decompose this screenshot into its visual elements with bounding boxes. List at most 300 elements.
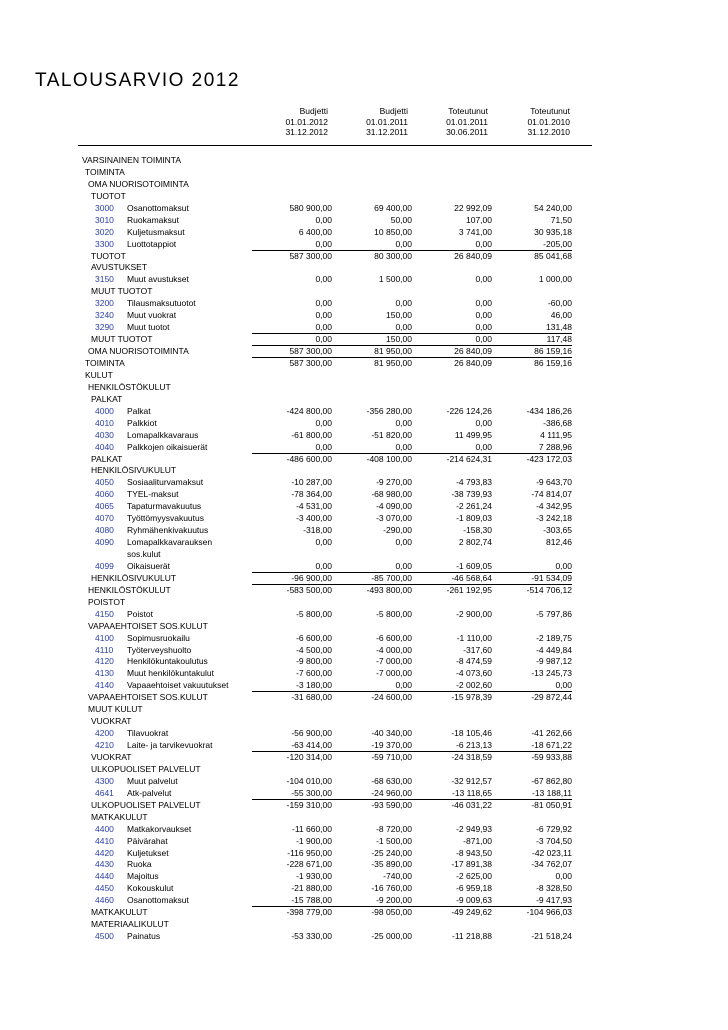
- amount-cell: 7 288,96: [538, 442, 572, 452]
- amount-cell: -59 933,88: [531, 752, 572, 762]
- amount-cell: -3 242,18: [536, 513, 572, 523]
- account-name: sos.kulut: [127, 549, 161, 559]
- column-header-line: Budjetti: [299, 106, 328, 116]
- account-name: Muut palvelut: [127, 776, 178, 786]
- amount-cell: -24 318,59: [451, 752, 492, 762]
- section-header-row: [0, 811, 728, 823]
- amount-cell: 0,00: [395, 561, 412, 571]
- column-header-line: 31.12.2012: [285, 127, 328, 137]
- section-label: VUOKRAT: [91, 716, 132, 726]
- account-name: TYEL-maksut: [127, 489, 179, 499]
- amount-cell: -15 978,39: [451, 692, 492, 702]
- account-name: Sopimusruokailu: [127, 633, 190, 643]
- account-code: 4040: [95, 442, 114, 452]
- section-label: VARSINAINEN TOIMINTA: [82, 155, 182, 165]
- amount-cell: -38 739,93: [451, 489, 492, 499]
- amount-cell: 131,48: [546, 322, 572, 332]
- column-header-line: 30.06.2011: [446, 127, 488, 137]
- amount-cell: -74 814,07: [531, 489, 572, 499]
- column-header-actual-2010: [500, 106, 570, 138]
- amount-cell: 26 840,09: [454, 358, 492, 368]
- amount-cell: 0,00: [395, 298, 412, 308]
- account-code: 4210: [95, 740, 114, 750]
- subtotal-label: MATKAKULUT: [91, 907, 148, 917]
- amount-cell: 0,00: [475, 274, 492, 284]
- account-row: [0, 930, 728, 942]
- section-header-row: [0, 596, 728, 608]
- section-label: TUOTOT: [91, 191, 126, 201]
- section-label: MATERIAALIKULUT: [91, 919, 169, 929]
- amount-cell: 10 850,00: [374, 227, 412, 237]
- account-code: 4080: [95, 525, 114, 535]
- amount-cell: -81 050,91: [531, 800, 572, 810]
- account-row: [0, 894, 728, 906]
- amount-cell: -13 245,73: [531, 668, 572, 678]
- amount-cell: 150,00: [386, 310, 412, 320]
- amount-cell: 0,00: [395, 442, 412, 452]
- amount-cell: 0,00: [315, 418, 332, 428]
- section-header-row: [0, 918, 728, 930]
- account-row: [0, 297, 728, 309]
- account-code: 4300: [95, 776, 114, 786]
- amount-cell: -871,00: [463, 836, 492, 846]
- amount-cell: -740,00: [383, 871, 412, 881]
- amount-cell: 3 741,00: [458, 227, 492, 237]
- amount-cell: -19 370,00: [371, 740, 412, 750]
- amount-cell: -18 105,46: [451, 728, 492, 738]
- subtotal-row: [0, 333, 728, 345]
- amount-cell: -9 417,93: [536, 895, 572, 905]
- amount-cell: -2 189,75: [536, 633, 572, 643]
- amount-cell: -424 800,00: [286, 406, 332, 416]
- account-row: [0, 214, 728, 226]
- amount-cell: -96 900,00: [291, 573, 332, 583]
- amount-cell: 54 240,00: [534, 203, 572, 213]
- account-row: [0, 632, 728, 644]
- amount-cell: -32 912,57: [451, 776, 492, 786]
- account-name: Painatus: [127, 931, 161, 941]
- amount-cell: -34 762,07: [531, 859, 572, 869]
- account-name: Kuljetukset: [127, 848, 169, 858]
- amount-cell: -3 400,00: [296, 513, 332, 523]
- amount-cell: -40 340,00: [371, 728, 412, 738]
- subtotal-row: [0, 357, 728, 369]
- amount-cell: 85 041,68: [534, 251, 572, 261]
- section-header-row: [0, 393, 728, 405]
- amount-cell: 0,00: [315, 334, 332, 344]
- account-code: 4120: [95, 656, 114, 666]
- account-code: 3010: [95, 215, 114, 225]
- account-row: [0, 536, 728, 548]
- account-name: Kuljetusmaksut: [127, 227, 185, 237]
- section-header-row: [0, 154, 728, 166]
- amount-cell: 1 000,00: [538, 274, 572, 284]
- amount-cell: -5 797,86: [536, 609, 572, 619]
- account-code: 4140: [95, 680, 114, 690]
- amount-cell: -290,00: [383, 525, 412, 535]
- account-name: Lomapalkkavaraus: [127, 430, 199, 440]
- continuation-row: [0, 548, 728, 560]
- account-code: 4060: [95, 489, 114, 499]
- section-label: MUUT KULUT: [88, 704, 143, 714]
- account-row: [0, 512, 728, 524]
- amount-cell: -398 779,00: [286, 907, 332, 917]
- subtotal-label: OMA NUORISOTOIMINTA: [88, 346, 189, 356]
- account-row: [0, 608, 728, 620]
- account-row: [0, 739, 728, 751]
- amount-cell: 22 992,09: [454, 203, 492, 213]
- amount-cell: -318,00: [303, 525, 332, 535]
- section-label: PALKAT: [91, 394, 123, 404]
- section-header-row: [0, 369, 728, 381]
- account-row: [0, 858, 728, 870]
- amount-cell: -15 788,00: [291, 895, 332, 905]
- amount-cell: 0,00: [475, 298, 492, 308]
- subtotal-row: [0, 751, 728, 763]
- account-name: Tapaturmavakuutus: [127, 501, 202, 511]
- amount-cell: -158,30: [463, 525, 492, 535]
- account-code: 4010: [95, 418, 114, 428]
- account-code: 4460: [95, 895, 114, 905]
- amount-cell: -63 414,00: [291, 740, 332, 750]
- amount-cell: -104 010,00: [286, 776, 332, 786]
- account-name: Työttömyysvakuutus: [127, 513, 205, 523]
- section-header-row: [0, 261, 728, 273]
- section-header-row: [0, 178, 728, 190]
- amount-cell: 0,00: [475, 334, 492, 344]
- account-name: Ryhmähenkivakuutus: [127, 525, 209, 535]
- section-label: MATKAKULUT: [91, 812, 148, 822]
- section-label: AVUSTUKSET: [91, 262, 148, 272]
- amount-cell: -4 342,95: [536, 501, 572, 511]
- amount-cell: -8 474,59: [456, 656, 492, 666]
- account-row: [0, 655, 728, 667]
- section-header-row: [0, 620, 728, 632]
- account-name: Muut tuotot: [127, 322, 170, 332]
- amount-cell: 46,00: [550, 310, 572, 320]
- amount-cell: -42 023,11: [531, 848, 572, 858]
- amount-cell: 0,00: [395, 680, 412, 690]
- amount-cell: -13 188,11: [531, 788, 572, 798]
- amount-cell: -4 090,00: [376, 501, 412, 511]
- column-header-line: 01.01.2012: [285, 116, 328, 127]
- amount-cell: -8 943,50: [456, 848, 492, 858]
- account-name: Tilausmaksutuotot: [127, 298, 196, 308]
- amount-cell: -6 959,18: [456, 883, 492, 893]
- amount-cell: 0,00: [475, 418, 492, 428]
- section-header-row: [0, 763, 728, 775]
- account-name: Sosiaaliturvamaksut: [127, 477, 204, 487]
- section-header-row: [0, 464, 728, 476]
- amount-cell: 0,00: [315, 322, 332, 332]
- amount-cell: -2 949,93: [456, 824, 492, 834]
- amount-cell: -3 704,50: [536, 836, 572, 846]
- amount-cell: -3 180,00: [296, 680, 332, 690]
- amount-cell: -46 568,64: [451, 573, 492, 583]
- section-header-row: [0, 381, 728, 393]
- amount-cell: 107,00: [466, 215, 492, 225]
- account-name: Oikaisuerät: [127, 561, 170, 571]
- amount-cell: 0,00: [315, 274, 332, 284]
- account-row: [0, 417, 728, 429]
- amount-cell: 0,00: [475, 239, 492, 249]
- amount-cell: 6 400,00: [298, 227, 332, 237]
- account-code: 3000: [95, 203, 114, 213]
- amount-cell: -4 531,00: [296, 501, 332, 511]
- account-code: 4500: [95, 931, 114, 941]
- amount-cell: -5 800,00: [376, 609, 412, 619]
- account-code: 4090: [95, 537, 114, 547]
- amount-cell: -67 862,80: [531, 776, 572, 786]
- amount-cell: 0,00: [475, 322, 492, 332]
- amount-cell: -31 680,00: [291, 692, 332, 702]
- account-name: Poistot: [127, 609, 153, 619]
- amount-cell: -98 050,00: [371, 907, 412, 917]
- column-header-line: Toteutunut: [530, 106, 570, 116]
- account-name: Matkakorvaukset: [127, 824, 192, 834]
- subtotal-label: VUOKRAT: [91, 752, 132, 762]
- account-row: [0, 321, 728, 333]
- amount-cell: -55 300,00: [291, 788, 332, 798]
- account-name: Palkkiot: [127, 418, 157, 428]
- amount-cell: -93 590,00: [371, 800, 412, 810]
- section-label: HENKILÖSIVUKULUT: [91, 465, 177, 475]
- amount-cell: -386,68: [543, 418, 572, 428]
- account-row: [0, 441, 728, 453]
- amount-cell: -51 820,00: [371, 430, 412, 440]
- account-name: Kokouskulut: [127, 883, 174, 893]
- amount-cell: -120 314,00: [286, 752, 332, 762]
- amount-cell: -6 729,92: [536, 824, 572, 834]
- amount-cell: 11 499,95: [454, 430, 492, 440]
- amount-cell: -434 186,26: [526, 406, 572, 416]
- account-row: [0, 202, 728, 214]
- amount-cell: 81 950,00: [374, 346, 412, 356]
- account-code: 4200: [95, 728, 114, 738]
- amount-cell: -46 031,22: [451, 800, 492, 810]
- column-header-line: 01.01.2010: [527, 116, 570, 127]
- subtotal-label: HENKILÖSIVUKULUT: [91, 573, 177, 583]
- subtotal-label: TUOTOT: [91, 251, 126, 261]
- account-code: 4110: [95, 645, 114, 655]
- amount-cell: -423 172,03: [526, 454, 572, 464]
- amount-cell: -59 710,00: [371, 752, 412, 762]
- account-code: 3300: [95, 239, 114, 249]
- account-code: 3020: [95, 227, 114, 237]
- amount-cell: 71,50: [550, 215, 572, 225]
- amount-cell: 0,00: [555, 680, 572, 690]
- amount-cell: 0,00: [315, 298, 332, 308]
- amount-cell: 0,00: [315, 442, 332, 452]
- account-code: 4100: [95, 633, 114, 643]
- amount-cell: -3 070,00: [376, 513, 412, 523]
- account-code: 4030: [95, 430, 114, 440]
- column-header-line: Budjetti: [379, 106, 408, 116]
- subtotal-label: VAPAAEHTOISET SOS.KULUT: [88, 692, 208, 702]
- amount-cell: -18 671,22: [531, 740, 572, 750]
- account-name: Henkilökuntakoulutus: [127, 656, 208, 666]
- section-label: MUUT TUOTOT: [91, 286, 153, 296]
- amount-cell: -1 500,00: [376, 836, 412, 846]
- amount-cell: 86 159,16: [534, 346, 572, 356]
- amount-cell: -356 280,00: [366, 406, 412, 416]
- amount-cell: -1 900,00: [296, 836, 332, 846]
- amount-cell: 0,00: [315, 310, 332, 320]
- account-code: 4130: [95, 668, 114, 678]
- subtotal-row: [0, 572, 728, 584]
- account-code: 4065: [95, 501, 114, 511]
- subtotal-label: ULKOPUOLISET PALVELUT: [91, 800, 201, 810]
- section-header-row: [0, 190, 728, 202]
- section-label: HENKILÖSTÖKULUT: [88, 382, 171, 392]
- amount-cell: -21 518,24: [531, 931, 572, 941]
- column-header-budget-2011: [338, 106, 408, 138]
- amount-cell: 117,48: [546, 334, 572, 344]
- amount-cell: -228 671,00: [286, 859, 332, 869]
- section-label: POISTOT: [88, 597, 126, 607]
- amount-cell: -583 500,00: [286, 585, 332, 595]
- account-row: [0, 560, 728, 572]
- amount-cell: -25 000,00: [371, 931, 412, 941]
- section-label: KULUT: [85, 370, 113, 380]
- amount-cell: 0,00: [395, 322, 412, 332]
- amount-cell: -11 660,00: [291, 824, 332, 834]
- amount-cell: -91 534,09: [531, 573, 572, 583]
- amount-cell: -4 000,00: [376, 645, 412, 655]
- amount-cell: -9 200,00: [376, 895, 412, 905]
- amount-cell: -514 706,12: [526, 585, 572, 595]
- account-code: 4410: [95, 836, 114, 846]
- amount-cell: -8 720,00: [376, 824, 412, 834]
- account-name: Muut henkilökuntakulut: [127, 668, 214, 678]
- amount-cell: -16 760,00: [371, 883, 412, 893]
- amount-cell: -2 625,00: [456, 871, 492, 881]
- account-row: [0, 775, 728, 787]
- account-name: Muut vuokrat: [127, 310, 177, 320]
- amount-cell: -9 643,70: [536, 477, 572, 487]
- account-row: [0, 823, 728, 835]
- amount-cell: -49 249,62: [451, 907, 492, 917]
- amount-cell: -226 124,26: [446, 406, 492, 416]
- account-code: 4420: [95, 848, 114, 858]
- account-name: Atk-palvelut: [127, 788, 172, 798]
- account-row: [0, 273, 728, 285]
- amount-cell: -261 192,95: [446, 585, 492, 595]
- amount-cell: -29 872,44: [531, 692, 572, 702]
- amount-cell: 2 802,74: [458, 537, 492, 547]
- amount-cell: -317,60: [463, 645, 492, 655]
- account-code: 4450: [95, 883, 114, 893]
- amount-cell: -10 287,00: [291, 477, 332, 487]
- amount-cell: 86 159,16: [534, 358, 572, 368]
- page-title: TALOUSARVIO 2012: [35, 70, 240, 91]
- account-name: Osanottomaksut: [127, 895, 189, 905]
- account-row: [0, 870, 728, 882]
- amount-cell: -486 600,00: [286, 454, 332, 464]
- account-code: 4641: [95, 788, 114, 798]
- account-code: 4400: [95, 824, 114, 834]
- section-header-row: [0, 715, 728, 727]
- account-code: 4150: [95, 609, 114, 619]
- account-row: [0, 727, 728, 739]
- amount-cell: -24 960,00: [371, 788, 412, 798]
- account-code: 4000: [95, 406, 114, 416]
- account-row: [0, 476, 728, 488]
- column-header-budget-2012: [258, 106, 328, 138]
- account-row: [0, 667, 728, 679]
- amount-cell: -1 110,00: [456, 633, 492, 643]
- amount-cell: -24 600,00: [371, 692, 412, 702]
- amount-cell: -7 000,00: [376, 656, 412, 666]
- amount-cell: 0,00: [475, 442, 492, 452]
- account-name: Palkkojen oikaisuerät: [127, 442, 208, 452]
- account-code: 4099: [95, 561, 114, 571]
- account-row: [0, 679, 728, 691]
- section-label: ULKOPUOLISET PALVELUT: [91, 764, 201, 774]
- account-name: Osanottomaksut: [127, 203, 189, 213]
- account-code: 4070: [95, 513, 114, 523]
- amount-cell: 0,00: [315, 537, 332, 547]
- account-name: Tilavuokrat: [127, 728, 169, 738]
- account-name: Laite- ja tarvikevuokrat: [127, 740, 213, 750]
- subtotal-label: MUUT TUOTOT: [91, 334, 153, 344]
- amount-cell: 150,00: [386, 334, 412, 344]
- amount-cell: 30 935,18: [534, 227, 572, 237]
- account-code: 3200: [95, 298, 114, 308]
- account-row: [0, 835, 728, 847]
- amount-cell: 0,00: [475, 310, 492, 320]
- subtotal-row: [0, 906, 728, 918]
- amount-cell: -4 793,83: [456, 477, 492, 487]
- account-row: [0, 429, 728, 441]
- account-row: [0, 787, 728, 799]
- account-row: [0, 405, 728, 417]
- amount-cell: 0,00: [395, 537, 412, 547]
- header-divider: [78, 145, 592, 146]
- amount-cell: -4 449,84: [536, 645, 572, 655]
- amount-cell: -78 364,00: [291, 489, 332, 499]
- amount-cell: 50,00: [390, 215, 412, 225]
- account-code: 4440: [95, 871, 114, 881]
- amount-cell: -493 800,00: [366, 585, 412, 595]
- column-header-line: 31.12.2010: [527, 127, 570, 137]
- amount-cell: 0,00: [555, 871, 572, 881]
- account-row: [0, 882, 728, 894]
- amount-cell: -303,65: [543, 525, 572, 535]
- account-row: [0, 309, 728, 321]
- amount-cell: 812,46: [546, 537, 572, 547]
- amount-cell: 0,00: [395, 239, 412, 249]
- amount-cell: 587 300,00: [289, 358, 332, 368]
- amount-cell: -6 600,00: [376, 633, 412, 643]
- amount-cell: -408 100,00: [366, 454, 412, 464]
- amount-cell: 0,00: [555, 561, 572, 571]
- subtotal-row: [0, 584, 728, 596]
- account-row: [0, 226, 728, 238]
- amount-cell: 0,00: [315, 561, 332, 571]
- amount-cell: -1 809,03: [456, 513, 492, 523]
- amount-cell: -1 930,00: [296, 871, 332, 881]
- amount-cell: -4 073,60: [456, 668, 492, 678]
- amount-cell: -8 328,50: [536, 883, 572, 893]
- amount-cell: -7 000,00: [376, 668, 412, 678]
- amount-cell: -21 880,00: [291, 883, 332, 893]
- amount-cell: -9 987,12: [536, 656, 572, 666]
- amount-cell: 80 300,00: [374, 251, 412, 261]
- amount-cell: 587 300,00: [289, 251, 332, 261]
- amount-cell: 587 300,00: [289, 346, 332, 356]
- column-header-actual-2011: [418, 106, 488, 138]
